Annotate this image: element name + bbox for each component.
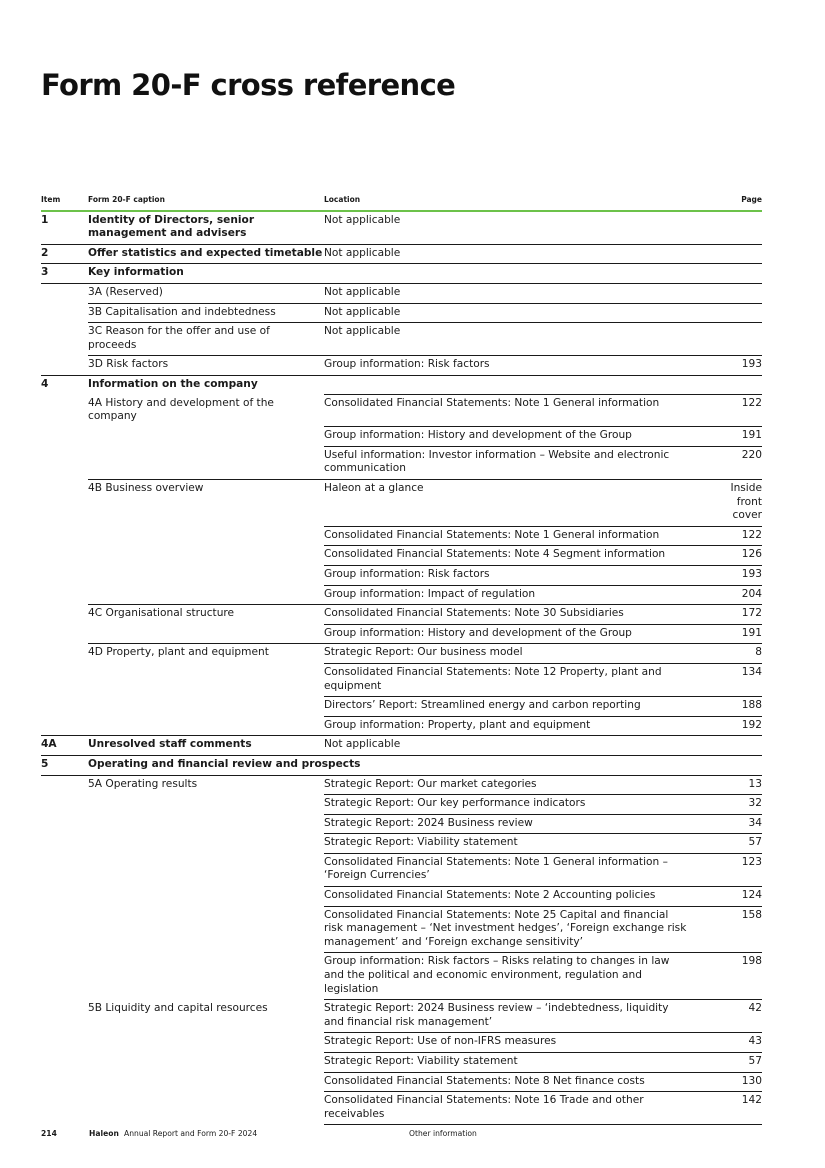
location-cell: Group information: Impact of regulation	[324, 585, 704, 605]
page-cell	[704, 264, 762, 284]
table-row	[41, 736, 762, 756]
location-cell: Not applicable	[324, 736, 704, 756]
caption-cell	[88, 546, 324, 566]
item-cell: 5	[41, 755, 88, 775]
footer-section: Other information	[409, 1129, 477, 1138]
table-row	[41, 546, 762, 566]
table-row	[41, 427, 762, 447]
item-cell	[41, 323, 88, 356]
item-cell	[41, 446, 88, 479]
location-cell: Group information: Risk factors	[324, 565, 704, 585]
caption-cell	[88, 953, 324, 1000]
location-cell: Strategic Report: Viability statement	[324, 1053, 704, 1073]
item-cell	[41, 697, 88, 717]
location-cell: Not applicable	[324, 244, 704, 264]
table-row	[41, 356, 762, 376]
page-cell: 158	[704, 906, 762, 953]
table-row	[41, 526, 762, 546]
caption-cell: 5A Operating results	[88, 777, 198, 790]
item-cell	[41, 427, 88, 447]
location-cell: Strategic Report: Use of non-IFRS measures	[324, 1033, 704, 1053]
page-cell	[704, 244, 762, 264]
caption-cell	[88, 1053, 324, 1073]
item-cell	[41, 887, 88, 907]
item-cell	[41, 356, 88, 376]
table-row	[41, 446, 762, 479]
caption-cell	[88, 1072, 324, 1092]
location-cell: Strategic Report: Viability statement	[324, 834, 704, 854]
item-cell	[41, 395, 88, 427]
item-cell	[41, 834, 88, 854]
caption-cell	[88, 853, 324, 886]
page-cell: 193	[704, 356, 762, 376]
caption-cell	[88, 834, 324, 854]
item-cell	[41, 663, 88, 696]
location-cell: Strategic Report: 2024 Business review	[324, 814, 704, 834]
item-cell	[41, 775, 88, 795]
caption-cell: 3C Reason for the offer and use of proceeds	[88, 323, 324, 356]
item-cell	[41, 1033, 88, 1053]
footer-page-number: 214	[41, 1129, 57, 1138]
item-cell	[41, 303, 88, 323]
caption-cell: Offer statistics and expected timetable	[88, 244, 324, 264]
caption-cell	[88, 716, 324, 736]
table-row	[41, 1033, 762, 1053]
page-cell: 130	[704, 1072, 762, 1092]
header-page: Page	[704, 193, 762, 211]
location-cell: Consolidated Financial Statements: Note 30 Subsidiaries	[324, 605, 704, 625]
table-row	[41, 264, 762, 284]
footer-report-title: Annual Report and Form 20-F 2024	[124, 1129, 258, 1138]
table-row	[41, 303, 762, 323]
page-cell: 57	[704, 1053, 762, 1073]
table-row	[41, 953, 762, 1000]
item-cell	[41, 716, 88, 736]
location-cell: Consolidated Financial Statements: Note 25 Capital and financial risk management – ‘Net investment hedges’, ‘Foreign exchange risk management’ and ‘Foreign exchange sensitivity’	[324, 906, 704, 953]
table-row	[41, 585, 762, 605]
table-row	[41, 834, 762, 854]
item-cell: 1	[41, 211, 88, 245]
page-cell: 198	[704, 953, 762, 1000]
location-cell: Group information: Risk factors – Risks relating to changes in law and the political and economic environment, regulation and legislation	[324, 953, 704, 1000]
page-cell: 13	[704, 775, 762, 795]
caption-cell	[88, 624, 324, 644]
page-cell	[704, 323, 762, 356]
page-cell: 57	[704, 834, 762, 854]
page-cell: 204	[704, 585, 762, 605]
item-cell	[41, 644, 88, 664]
item-cell	[41, 565, 88, 585]
header-location: Location	[324, 193, 704, 211]
item-cell	[41, 605, 88, 625]
location-cell: Not applicable	[324, 303, 704, 323]
page-cell: 172	[704, 605, 762, 625]
table-row	[41, 565, 762, 585]
location-cell: Group information: Risk factors	[324, 356, 704, 376]
caption-cell	[88, 1092, 324, 1125]
location-cell: Group information: History and development of the Group	[324, 427, 704, 447]
item-cell	[41, 585, 88, 605]
page-cell: 122	[704, 526, 762, 546]
item-cell	[41, 624, 88, 644]
table-row	[41, 775, 762, 795]
location-cell: Group information: Property, plant and equipment	[324, 716, 704, 736]
page-cell: 32	[704, 795, 762, 815]
page-cell: 122	[704, 395, 762, 427]
table-row	[41, 853, 762, 886]
table-row	[41, 1072, 762, 1092]
page-cell	[704, 283, 762, 303]
caption-cell: Operating and financial review and prospects	[88, 755, 704, 775]
item-cell	[41, 480, 88, 527]
caption-cell: Information on the company	[88, 377, 258, 390]
table-row	[41, 887, 762, 907]
table-row	[41, 624, 762, 644]
header-caption: Form 20-F caption	[88, 193, 324, 211]
location-cell: Consolidated Financial Statements: Note 16 Trade and other receivables	[324, 1092, 704, 1125]
table-row	[41, 323, 762, 356]
item-cell: 2	[41, 244, 88, 264]
location-cell: Not applicable	[324, 323, 704, 356]
page-cell: 192	[704, 716, 762, 736]
table-row	[41, 716, 762, 736]
page-cell: 191	[704, 624, 762, 644]
page-cell: 188	[704, 697, 762, 717]
caption-cell	[88, 526, 324, 546]
table-row	[41, 395, 762, 427]
item-cell	[41, 1092, 88, 1125]
location-cell: Strategic Report: Our business model	[324, 644, 704, 664]
table-body	[41, 211, 762, 1125]
caption-cell	[88, 427, 324, 447]
location-cell: Not applicable	[324, 211, 704, 245]
location-cell: Useful information: Investor information – Website and electronic communication	[324, 446, 704, 479]
page-cell: 34	[704, 814, 762, 834]
page-cell: 42	[704, 1000, 762, 1033]
location-cell: Consolidated Financial Statements: Note 1 General information	[324, 395, 704, 427]
caption-cell	[88, 887, 324, 907]
item-cell	[41, 1000, 88, 1033]
location-cell: Consolidated Financial Statements: Note 12 Property, plant and equipment	[324, 663, 704, 696]
table-row	[41, 211, 762, 245]
location-cell: Directors’ Report: Streamlined energy and carbon reporting	[324, 697, 704, 717]
caption-cell	[88, 446, 324, 479]
table-row	[41, 244, 762, 264]
item-cell	[41, 953, 88, 1000]
header-item: Item	[41, 193, 88, 211]
caption-cell: 5B Liquidity and capital resources	[88, 1001, 268, 1014]
item-cell	[41, 853, 88, 886]
caption-cell: 4D Property, plant and equipment	[88, 646, 269, 659]
table-row	[41, 1053, 762, 1073]
table-row	[41, 375, 762, 394]
table-row	[41, 814, 762, 834]
location-cell: Strategic Report: 2024 Business review – ‘indebtedness, liquidity and financial risk management’	[324, 1000, 704, 1033]
caption-cell: 3B Capitalisation and indebtedness	[88, 303, 324, 323]
footer-brand: Haleon	[89, 1129, 119, 1138]
page-cell: 8	[704, 644, 762, 664]
table-row	[41, 283, 762, 303]
location-cell: Consolidated Financial Statements: Note 4 Segment information	[324, 546, 704, 566]
table-row	[41, 644, 762, 664]
table-row	[41, 480, 762, 527]
caption-cell	[88, 585, 324, 605]
location-cell: Consolidated Financial Statements: Note 2 Accounting policies	[324, 887, 704, 907]
table-row	[41, 1092, 762, 1125]
caption-cell	[88, 795, 324, 815]
page-cell: Inside front cover	[704, 480, 762, 527]
page-cell: 124	[704, 887, 762, 907]
caption-cell	[88, 1033, 324, 1053]
caption-cell: 4B Business overview	[88, 482, 204, 494]
table-row	[41, 795, 762, 815]
location-cell: Haleon at a glance	[324, 480, 704, 527]
item-cell	[41, 795, 88, 815]
location-cell: Strategic Report: Our key performance indicators	[324, 795, 704, 815]
page-cell	[704, 736, 762, 756]
item-cell	[41, 546, 88, 566]
caption-cell: 3D Risk factors	[88, 356, 324, 376]
table-row	[41, 755, 762, 775]
item-cell: 4A	[41, 736, 88, 756]
caption-cell	[88, 565, 324, 585]
page-cell: 220	[704, 446, 762, 479]
item-cell	[41, 283, 88, 303]
item-cell	[41, 1053, 88, 1073]
caption-cell	[88, 697, 324, 717]
caption-cell: 3A (Reserved)	[88, 283, 324, 303]
caption-cell: Key information	[88, 264, 324, 284]
page-cell: 193	[704, 565, 762, 585]
table-row	[41, 605, 762, 625]
caption-cell: Identity of Directors, senior management and advisers	[88, 211, 324, 245]
page-cell: 134	[704, 663, 762, 696]
caption-cell: 4C Organisational structure	[88, 607, 235, 620]
page-cell: 191	[704, 427, 762, 447]
location-cell: Consolidated Financial Statements: Note 8 Net finance costs	[324, 1072, 704, 1092]
page-cell: 43	[704, 1033, 762, 1053]
page-cell: 142	[704, 1092, 762, 1125]
location-cell: Group information: History and development of the Group	[324, 624, 704, 644]
table-row	[41, 697, 762, 717]
location-cell	[324, 375, 704, 394]
item-cell	[41, 526, 88, 546]
page-title: Form 20-F cross reference	[41, 68, 456, 102]
page-cell	[704, 375, 762, 394]
caption-cell	[88, 906, 324, 953]
page-cell	[704, 211, 762, 245]
location-cell: Not applicable	[324, 283, 704, 303]
item-cell	[41, 814, 88, 834]
page-cell: 126	[704, 546, 762, 566]
item-cell: 4	[41, 377, 49, 390]
caption-cell: 4A History and development of the company	[88, 396, 274, 423]
caption-cell: Unresolved staff comments	[88, 736, 324, 756]
location-cell	[324, 264, 704, 284]
item-cell: 3	[41, 264, 88, 284]
location-cell: Consolidated Financial Statements: Note 1 General information – ‘Foreign Currencies’	[324, 853, 704, 886]
table-row	[41, 663, 762, 696]
table-header-row	[41, 193, 762, 211]
page-cell: 123	[704, 853, 762, 886]
location-cell: Consolidated Financial Statements: Note 1 General information	[324, 526, 704, 546]
cross-reference-table	[41, 193, 762, 1125]
page-cell	[704, 755, 762, 775]
caption-cell	[88, 814, 324, 834]
caption-cell	[88, 663, 324, 696]
table-row	[41, 906, 762, 953]
location-cell: Strategic Report: Our market categories	[324, 775, 704, 795]
page-cell	[704, 303, 762, 323]
item-cell	[41, 906, 88, 953]
item-cell	[41, 1072, 88, 1092]
table-row	[41, 1000, 762, 1033]
